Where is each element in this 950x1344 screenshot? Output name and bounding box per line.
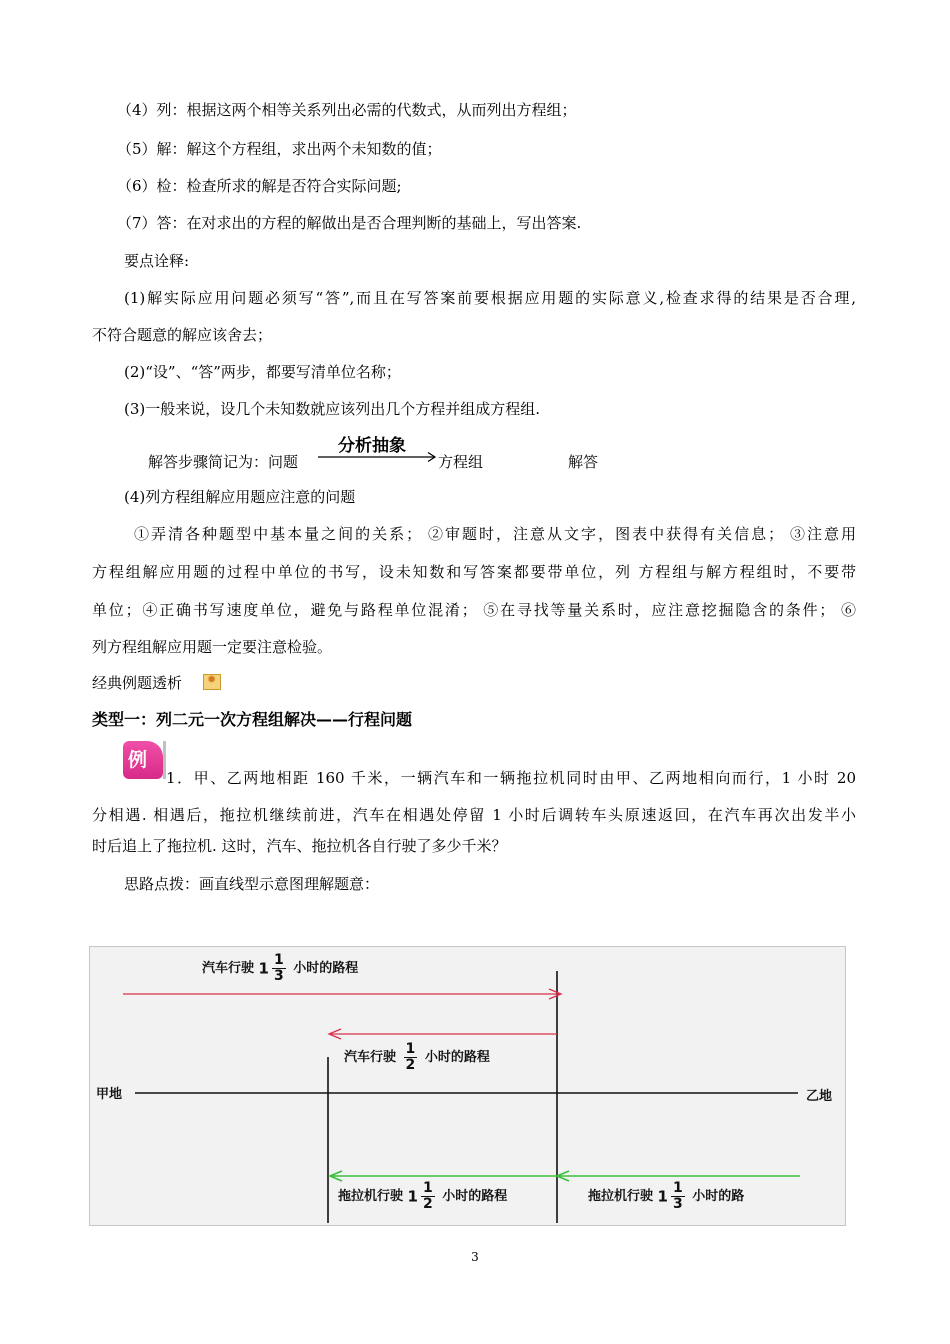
- step-7: （7）答：在对求出的方程的解做出是否合理判断的基础上，写出答案.: [117, 214, 582, 232]
- tractor-short-whole: 1: [657, 1187, 668, 1206]
- note-2: (2)“设”、“答”两步，都要写清单位名称；: [124, 363, 401, 381]
- car-half-label: [344, 1042, 490, 1073]
- flow-prefix: 解答步骤简记为：问题: [148, 453, 299, 471]
- sun-icon: [203, 674, 221, 690]
- tractor-long-fraction: $\frac{1}{2}$: [422, 1180, 433, 1212]
- example-line-3: 时后追上了拖拉机. 这时，汽车、拖拉机各自行驶了多少千米？: [92, 837, 507, 855]
- note-1-line-1: (1)解实际应用问题必须写“答”,而且在写答案前要根据应用题的实际意义,检查求得的结果是否合理,: [124, 289, 856, 307]
- step-6: （6）检：检查所求的解是否符合实际问题;: [117, 177, 402, 195]
- tractor-long-label: [338, 1181, 507, 1212]
- left-place-label: 甲地: [96, 1087, 123, 1102]
- car-long-whole: 1: [258, 959, 269, 978]
- flow-arrow-label: 分析抽象: [338, 436, 406, 456]
- car-long-fraction: $\frac{1}{3}$: [273, 952, 284, 984]
- section-title: 经典例题透析: [92, 674, 183, 692]
- flow-middle: 方程组: [438, 453, 484, 471]
- tractor-short-label: [588, 1181, 744, 1212]
- step-5: （5）解：解这个方程组，求出两个未知数的值；: [117, 140, 442, 158]
- example-line-1: 1．甲、乙两地相距 160 千米，一辆汽车和一辆拖拉机同时由甲、乙两地相向而行，1 小时 20: [166, 769, 856, 787]
- tractor-long-whole: 1: [407, 1187, 418, 1206]
- note-4-title: (4)列方程组解应用题应注意的问题: [124, 488, 356, 506]
- note-4-line-4: 列方程组解应用题一定要注意检验。: [92, 638, 333, 656]
- type-title: 类型一：列二元一次方程组解决——行程问题: [92, 710, 413, 729]
- note-4-line-1: ①弄清各种题型中基本量之间的关系； ②审题时，注意从文字，图表中获得有关信息； ③注意用: [134, 525, 856, 543]
- car-long-prefix: 汽车行驶: [202, 961, 255, 976]
- tractor-short-prefix: 拖拉机行驶: [588, 1189, 654, 1204]
- note-4-line-2: 方程组解应用题的过程中单位的书写，设未知数和写答案都要带单位，列 方程组与解方程组时，不要带: [92, 563, 856, 581]
- car-half-suffix: 小时的路程: [424, 1050, 490, 1065]
- flow-arrow-icon: [318, 451, 440, 463]
- car-long-label: [202, 953, 358, 984]
- notes-title: 要点诠释:: [124, 252, 190, 270]
- page-number: 3: [471, 1250, 479, 1264]
- example-badge: [123, 741, 163, 779]
- example-badge-label: 例: [128, 749, 148, 771]
- car-long-suffix: 小时的路程: [293, 961, 359, 976]
- right-place-label: 乙地: [806, 1089, 833, 1104]
- note-4-line-3: 单位；④正确书写速度单位，避免与路程单位混淆； ⑤在寻找等量关系时，应注意挖掘隐含的条件； ⑥: [92, 601, 856, 619]
- note-3: (3)一般来说，设几个未知数就应该列出几个方程并组成方程组.: [124, 400, 541, 418]
- example-line-2: 分相遇. 相遇后，拖拉机继续前进，汽车在相遇处停留 1 小时后调转车头原速返回，在汽车再次出发半小: [92, 806, 856, 824]
- step-4: （4）列：根据这两个相等关系列出必需的代数式，从而列出方程组；: [117, 101, 577, 119]
- route-diagram: [89, 946, 846, 1226]
- example-hint: 思路点拨：画直线型示意图理解题意：: [124, 875, 380, 893]
- flow-end: 解答: [568, 453, 599, 471]
- tractor-short-suffix: 小时的路: [692, 1189, 745, 1204]
- tractor-long-suffix: 小时的路程: [442, 1189, 508, 1204]
- car-half-prefix: 汽车行驶: [344, 1050, 397, 1065]
- tractor-short-fraction: $\frac{1}{3}$: [672, 1180, 683, 1212]
- note-1-line-2: 不符合题意的解应该舍去；: [92, 326, 273, 344]
- tractor-long-prefix: 拖拉机行驶: [338, 1189, 404, 1204]
- car-half-fraction: $\frac{1}{2}$: [405, 1041, 416, 1073]
